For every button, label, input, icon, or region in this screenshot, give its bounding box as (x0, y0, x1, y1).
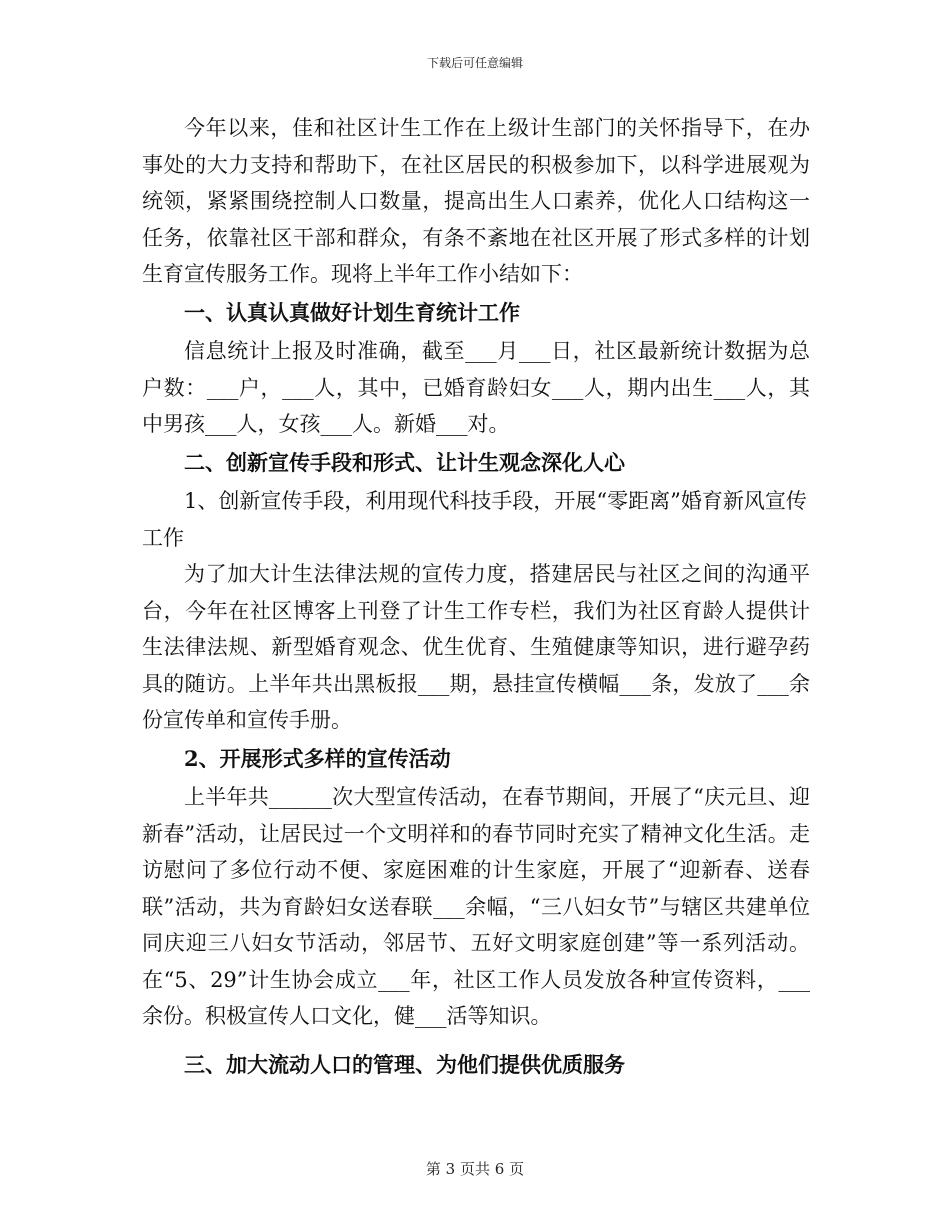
section-heading-1: 一、认真认真做好计划生育统计工作 (184, 299, 520, 325)
section-heading-3: 三、加大流动人口的管理、为他们提供优质服务 (184, 1051, 625, 1077)
subheading-2: 2、开展形式多样的宣传活动 (184, 745, 451, 771)
activities-paragraph: 上半年共______次大型宣传活动，在春节期间，开展了“庆元旦、迎新春”活动，让居民过一个文明祥和的春节同时充实了精神文化生活。走访慰问了多位行动不便、家庭困难的计生家庭，开展了“迎新春、送春联”活动，共为育龄妇女送春联___余幅，“三八妇女节”与辖区共建单位同庆迎三八妇女节活动，邻居节、五好文明家庭创建”等一系列活动。在“5、29”计生协会成立___年，社区工作人员发放各种宣传资料，___余份。积极宣传人口文化，健___活等知识。 (142, 785, 810, 1028)
page-header: 下载后可任意编辑 (426, 56, 523, 70)
statistics-paragraph: 信息统计上报及时准确，截至___月___日，社区最新统计数据为总户数：___户，___人，其中，已婚育龄妇女___人，期内出生___人，其中男孩___人，女孩___人。新婚___对。 (142, 339, 810, 436)
section-heading-2: 二、创新宣传手段和形式、让计生观念深化人心 (184, 449, 625, 475)
page-number: 第 3 页共 6 页 (425, 1160, 525, 1178)
intro-paragraph: 今年以来，佳和社区计生工作在上级计生部门的关怀指导下，在办事处的大力支持和帮助下，在社区居民的积极参加下，以科学进展观为统领，紧紧围绕控制人口数量，提高出生人口素养，优化人口结构这一任务，依靠社区干部和群众，有条不紊地在社区开展了形式多样的计划生育宣传服务工作。现将上半年工作小结如下： (142, 116, 810, 286)
publicity-paragraph: 为了加大计生法律法规的宣传力度，搭建居民与社区之间的沟通平台，今年在社区博客上刊登了计生工作专栏，我们为社区育龄人提供计生法律法规、新型婚育观念、优生优育、生殖健康等知识，进行避孕药具的随访。上半年共出黑板报___期，悬挂宣传横幅___条，发放了___余份宣传单和宣传手册。 (142, 562, 810, 732)
document-body (142, 110, 810, 1083)
subheading-1: 1、创新宣传手段，利用现代科技手段，开展“零距离”婚育新风宣传工作 (142, 489, 807, 550)
